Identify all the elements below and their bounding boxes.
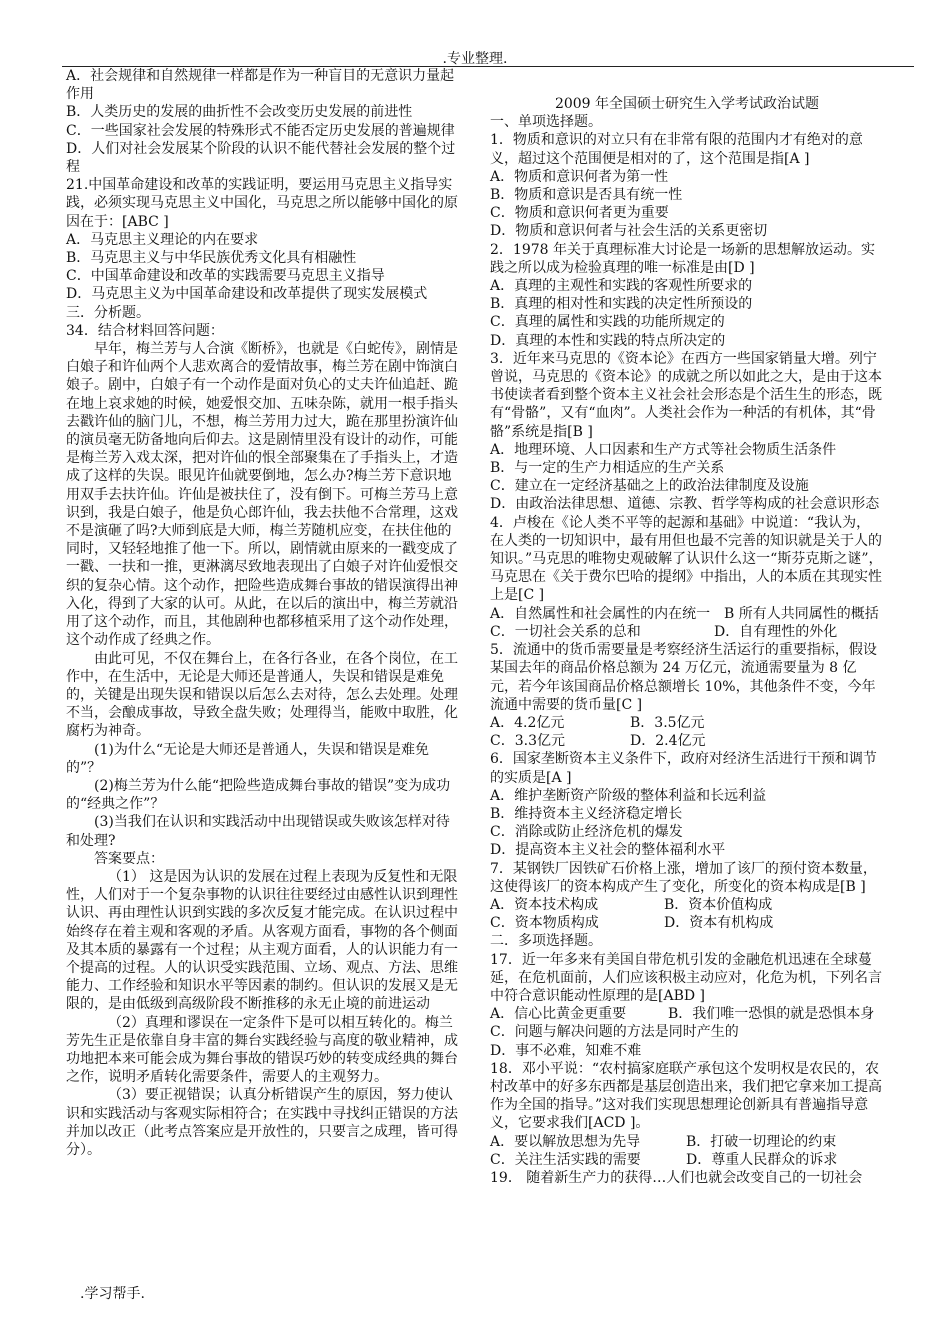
question-4: 4．卢梭在《论人类不平等的起源和基础》中说道：“我认为，在人类的一切知识中，最有用但也最不完善的知识就是关于人的知识。”马克思的唯物史观破解了认识什么这一“斯芬克斯之谜”，马克思在《关于费尔巴哈的提纲》中指出，人的本质在其现实性上是[C ] xyxy=(490,514,883,604)
section-heading-single: 一、单项选择题。 xyxy=(490,114,602,131)
material-paragraph-1: 早年，梅兰芳与人合演《断桥》，也就是《白蛇传》，剧情是白娘子和许仙两个人悲欢离合的爱情故事，梅兰芳在剧中饰演白娘子。剧中，白娘子有一个动作是面对负心的丈夫许仙追赶、跪在地上哀求她的时候，她爱恨交加、五味杂陈，就用一根手指头去戳许仙的脑门儿，不想，梅兰芳用力过大，跪在那里扮演许仙的演员毫无防备地向后仰去。这是剧情里没有设计的动作，可能是梅兰芳入戏太深，把对许仙的恨全部聚集在了手指头上，才造成了这样的失误。眼见许仙就要倒地，怎么办?梅兰芳下意识地用双手去扶许仙。许仙是被扶住了，没有倒下。可梅兰芳马上意识到，我是白娘子，他是负心郎许仙，我去扶他不合常理，这戏不是演砸了吗?大师到底是大师，梅兰芳随机应变，在扶住他的同时，又轻轻地推了他一下。所以，剧情就由原来的一戳变成了一戳、一扶和一推，更淋漓尽致地表现出了白娘子对许仙爱恨交织的复杂心情。这个动作，把险些造成舞台事故的错误演得出神入化，得到了大家的认可。从此，在以后的演出中，梅兰芳就沿用了这个动作，而且，其他剧种也都移植采用了这个动作处理，这个动作成了经典之作。 xyxy=(66,341,458,649)
q17-option-c: C．问题与解决问题的方法是同时产生的 xyxy=(490,1024,739,1041)
page-footer: .学习帮手. xyxy=(80,1286,145,1302)
q5-options-row-2 xyxy=(490,732,884,750)
q21-option-c: C．中国革命建设和改革的实践需要马克思主义指导 xyxy=(66,268,385,285)
q6-option-d: D．提高资本主义社会的整体福利水平 xyxy=(490,842,726,859)
q3-option-c: C．建立在一定经济基础之上的政治法律制度及设施 xyxy=(490,478,809,495)
q3-option-b: B．与一定的生产力相适应的生产关系 xyxy=(490,460,725,477)
q7-option-b: B．资本价值构成 xyxy=(664,896,773,913)
sub-question-3: (3)当我们在认识和实践活动中出现错误或失败该怎样对待和处理? xyxy=(66,814,450,849)
q1-option-b: B．物质和意识是否具有统一性 xyxy=(490,187,683,204)
q17-options-row-1 xyxy=(490,1005,884,1023)
q5-options-row-1 xyxy=(490,714,884,732)
q17-option-b: B．我们唯一恐惧的就是恐惧本身 xyxy=(668,1006,875,1023)
q7-option-a: A．资本技术构成 xyxy=(490,896,599,913)
q2-option-d: D．真理的本性和实践的特点所决定的 xyxy=(490,332,726,349)
exam-title: 2009 年全国硕士研究生入学考试政治试题 xyxy=(554,96,820,112)
question-1: 1．物质和意识的对立只有在非常有限的范围内才有绝对的意义，超过这个范围便是相对的了，这个范围是指[A ] xyxy=(490,132,863,167)
q4-options-row-1 xyxy=(490,605,884,623)
q1-option-d: D．物质和意识何者与社会生活的关系更密切 xyxy=(490,223,768,240)
q4-option-c: C．一切社会关系的总和 xyxy=(490,623,641,640)
question-5: 5．流通中的货币需要量是考察经济生活运行的重要指标，假设某国去年的商品价格总额为 24 万亿元，流通需要量为 8 亿元，若今年该国商品价格总额增长 10%，其他条件不变，今年流通中需要的货币量[C ] xyxy=(490,642,877,713)
answer-point-2: （2）真理和谬误在一定条件下是可以相互转化的。梅兰芳先生正是依靠自身丰富的舞台实践经验与高度的敬业精神，成功地把本来可能会成为舞台事故的错误巧妙的转变成经典的舞台之作，说明矛盾转化需要条件，需要人的主观努力。 xyxy=(66,1014,458,1086)
q7-options-row-2 xyxy=(490,914,884,932)
page-header: .专业整理. xyxy=(442,51,508,67)
question-34: 34．结合材料回答问题： xyxy=(66,322,224,339)
q18-option-b: B．打破一切理论的约束 xyxy=(686,1133,837,1150)
q4-option-a: A．自然属性和社会属性的内在统一 xyxy=(490,605,711,622)
q5-option-c: C．3.3亿元 xyxy=(490,733,565,750)
q2-option-a: A．真理的主观性和实践的客观性所要求的 xyxy=(490,278,753,295)
q18-option-a: A．要以解放思想为先导 xyxy=(490,1133,641,1150)
q18-option-c: C．关注生活实践的需要 xyxy=(490,1151,641,1168)
q21-option-b: B．马克思主义与中华民族优秀文化具有相融性 xyxy=(66,250,357,267)
q21-option-d: D．马克思主义为中国革命建设和改革提供了现实发展模式 xyxy=(66,286,428,303)
question-6: 6．国家垄断资本主义条件下，政府对经济生活进行干预和调节的实质是[A ] xyxy=(490,751,877,786)
q17-option-d: D．事不必难，知难不难 xyxy=(490,1042,642,1059)
q4-option-b: B 所有人共同属性的概括 xyxy=(724,605,879,622)
q3-option-a: A．地理环境、人口因素和生产方式等社会物质生活条件 xyxy=(490,441,837,458)
q4-option-d: D．自有理性的外化 xyxy=(714,623,838,640)
q7-option-d: D．资本有机构成 xyxy=(664,915,774,932)
q5-option-b: B．3.5亿元 xyxy=(630,714,705,731)
question-7: 7．某钢铁厂因铁矿石价格上涨，增加了该厂的预付资本数量，这使得该厂的资本构成产生了变化，所变化的资本构成是[B ] xyxy=(490,860,877,895)
left-column xyxy=(66,67,458,1159)
right-column xyxy=(490,67,884,1187)
answer-heading: 答案要点： xyxy=(94,850,164,867)
question-18: 18．邓小平说：“农村搞家庭联产承包这个发明权是农民的，农村改革中的好多东西都是基层创造出来，我们把它拿来加工提高作为全国的指导。”这对我们实现思想理论创新具有普遍指导意义，它要求我们[ACD ]。 xyxy=(490,1060,882,1132)
answer-point-1: （1） 这是因为认识的发展在过程上表现为反复性和无限性，人们对于一个复杂事物的认识往往要经过由感性认识到理性认识、再由理性认识到实践的多次反复才能完成。在认识过程中始终存在着主观和客观的矛盾。从客观方面看，事物的各个侧面及其本质的暴露有一个过程；从主观方面看，人的认识能力有一个提高的过程。人的认识受实践范围、立场、观点、方法、思维能力、工作经验和知识水平等因素的制约。但认识的发展又是无限的，是由低级到高级阶段不断推移的永无止境的前进运动 xyxy=(66,868,458,1013)
q1-option-a: A．物质和意识何者为第一性 xyxy=(490,168,669,185)
material-paragraph-2: 由此可见，不仅在舞台上，在各行各业，在各个岗位，在工作中，在生活中，无论是大师还是普通人，失误和错误是难免的，关键是出现失误和错误以后怎么去对待，怎么去处理。处理不当，会酿成事故，导致全盘失败；处理得当，能败中取胜，化腐朽为神奇。 xyxy=(66,650,458,740)
q20-option-a: A．社会规律和自然规律一样都是作为一种盲目的无意识力量起作用 xyxy=(66,68,455,103)
question-19: 19． 随着新生产力的获得…人们也就会改变自己的一切社会 xyxy=(490,1169,863,1186)
q5-option-a: A．4.2亿元 xyxy=(490,714,565,731)
q18-option-d: D．尊重人民群众的诉求 xyxy=(686,1151,838,1168)
section-heading-analysis: 三．分析题。 xyxy=(66,304,150,321)
section-heading-multiple: 二．多项选择题。 xyxy=(490,933,602,950)
q1-option-c: C．物质和意识何者更为重要 xyxy=(490,205,669,222)
sub-question-1: (1)为什么“无论是大师还是普通人，失误和错误是难免的”？ xyxy=(66,741,429,776)
q7-option-c: C．资本物质构成 xyxy=(490,915,599,932)
question-3: 3．近年来马克思的《资本论》在西方一些国家销量大增。列宁曾说，马克思的《资本论》的成就之所以如此之大，是由于这本书使读者看到整个资本主义社会社会形态是个活生生的形态，既有“骨骼”，又有“血肉”。人类社会作为一种活的有机体，其“骨骼”系统是指[B ] xyxy=(490,350,882,440)
question-2: 2．1978 年关于真理标准大讨论是一场新的思想解放运动。实践之所以成为检验真理的唯一标准是由[D ] xyxy=(490,241,875,276)
q20-option-d: D．人们对社会发展某个阶段的认识不能代替社会发展的整个过程 xyxy=(66,140,456,176)
question-21: 21.中国革命建设和改革的实践证明，要运用马克思主义指导实践，必须实现马克思主义中国化，马克思之所以能够中国化的原因在于：[ABC ] xyxy=(66,177,458,230)
q7-options-row-1 xyxy=(490,896,884,914)
sub-question-2: (2)梅兰芳为什么能“把险些造成舞台事故的错误”变为成功的“经典之作”？ xyxy=(66,777,451,813)
q6-option-c: C．消除或防止经济危机的爆发 xyxy=(490,824,683,841)
q18-options-row-2 xyxy=(490,1151,884,1169)
q20-option-b: B．人类历史的发展的曲折性不会改变历史发展的前进性 xyxy=(66,104,413,121)
q21-option-a: A．马克思主义理论的内在要求 xyxy=(66,231,259,248)
question-17: 17．近一年多来有美国自带危机引发的金融危机迅速在全球蔓延，在危机面前，人们应该积极主动应对，化危为机，下列名言中符合意识能动性原理的是[ABD ] xyxy=(490,951,882,1004)
q2-option-c: C．真理的属性和实践的功能所规定的 xyxy=(490,314,725,331)
q4-options-row-2 xyxy=(490,623,884,641)
q2-option-b: B．真理的相对性和实践的决定性所预设的 xyxy=(490,296,753,313)
q20-option-c: C．一些国家社会发展的特殊形式不能否定历史发展的普遍规律 xyxy=(66,122,455,139)
q18-options-row-1 xyxy=(490,1133,884,1151)
answer-point-3: （3）要正视错误；认真分析错误产生的原因，努力使认识和实践活动与客观实际相符合；在实践中寻找纠正错误的方法并加以改正（此考点答案应是开放性的，只要言之成理，皆可得分）。 xyxy=(66,1087,458,1158)
q5-option-d: D．2.4亿元 xyxy=(630,733,706,750)
q17-option-a: A．信心比黄金更重要 xyxy=(490,1006,627,1023)
q6-option-a: A．维护垄断资产阶级的整体利益和长远利益 xyxy=(490,787,767,804)
q6-option-b: B．维持资本主义经济稳定增长 xyxy=(490,805,683,822)
q3-option-d: D．由政治法律思想、道德、宗教、哲学等构成的社会意识形态 xyxy=(490,496,880,513)
